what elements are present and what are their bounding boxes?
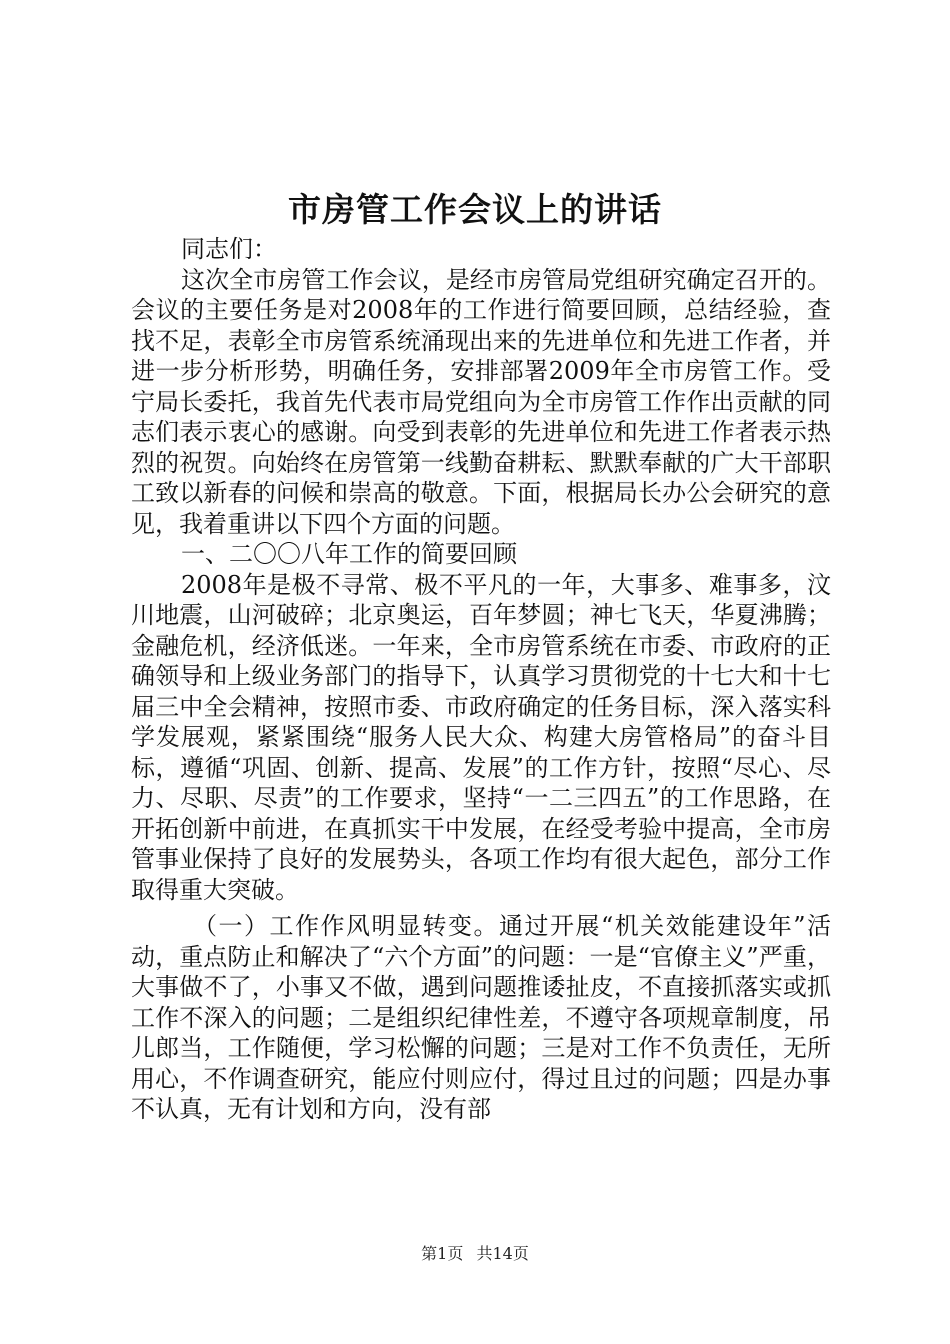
document-body bbox=[131, 234, 831, 1125]
document-title: 市房管工作会议上的讲话 bbox=[288, 190, 662, 229]
page-total: 共14页 bbox=[476, 1244, 529, 1263]
paragraph-intro: 这次全市房管工作会议，是经市房管局党组研究确定召开的。会议的主要任务是对2008年的工作进行简要回顾，总结经验，查找不足，表彰全市房管系统涌现出来的先进单位和先进工作者，并进一步分析形势，明确任务，安排部署2009年全市房管工作。受宁局长委托，我首先代表市局党组向为全市房管工作作出贡献的同志们表示衷心的感谢。向受到表彰的先进单位和先进工作者表示热烈的祝贺。向始终在房管第一线勤奋耕耘、默默奉献的广大干部职工致以新春的问候和崇高的敬意。下面，根据局长办公会研究的意见，我着重讲以下四个方面的问题。 bbox=[131, 265, 831, 538]
paragraph-review: 2008年是极不寻常、极不平凡的一年，大事多、难事多，汶川地震，山河破碎；北京奥运，百年梦圆；神七飞天，华夏沸腾；金融危机，经济低迷。一年来，全市房管系统在市委、市政府的正确领导和上级业务部门的指导下，认真学习贯彻党的十七大和十七届三中全会精神，按照市委、市政府确定的任务目标，深入落实科学发展观，紧紧围绕“服务人民大众、构建大房管格局”的奋斗目标，遵循“巩固、创新、提高、发展”的工作方针，按照“尽心、尽力、尽职、尽责”的工作要求，坚持“一二三四五”的工作思路，在开拓创新中前进，在真抓实干中发展，在经受考验中提高，全市房管事业保持了良好的发展势头，各项工作均有很大起色，部分工作取得重大突破。 bbox=[131, 570, 831, 904]
section-heading: 一、二〇〇八年工作的简要回顾 bbox=[181, 540, 517, 568]
salutation: 同志们： bbox=[181, 235, 277, 263]
page-number: 第1页 bbox=[421, 1244, 464, 1263]
paragraph-work-style: （一）工作作风明显转变。通过开展“机关效能建设年”活动，重点防止和解决了“六个方面”的问题：一是“官僚主义”严重，大事做不了，小事又不做，遇到问题推诿扯皮，不直接抓落实或抓工作不深入的问题；二是组织纪律性差，不遵守各项规章制度，吊儿郎当，工作随便，学习松懈的问题；三是对工作不负责任，无所用心，不作调查研究，能应付则应付，得过且过的问题；四是办事不认真，无有计划和方向，没有部 bbox=[131, 912, 831, 1123]
page-footer bbox=[0, 1244, 950, 1264]
